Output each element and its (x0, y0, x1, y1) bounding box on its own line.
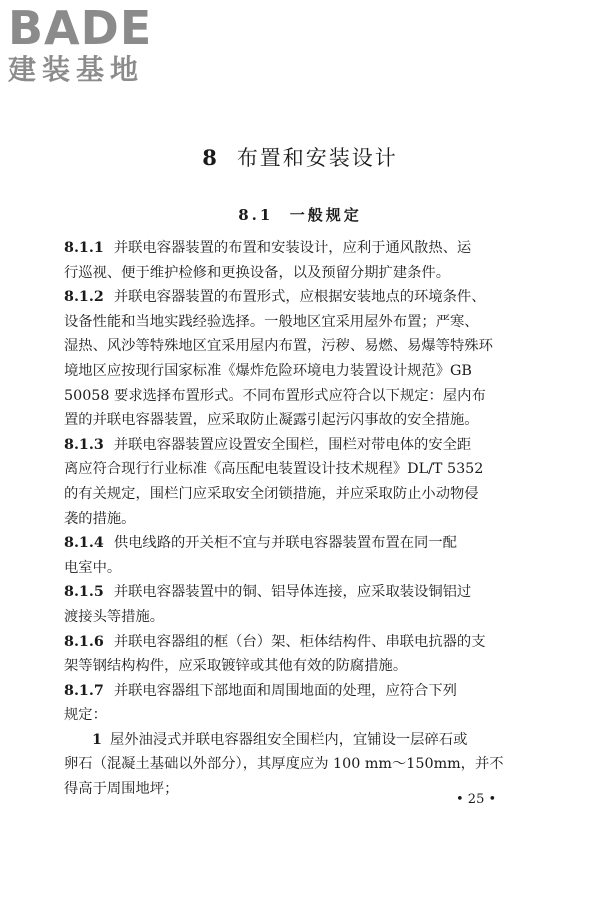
text-line (64, 433, 548, 458)
text-line (64, 605, 548, 630)
text-line (64, 654, 548, 679)
text-line (64, 310, 548, 335)
text-line (64, 703, 548, 728)
bade-logo (8, 1, 178, 86)
line-text: 的有关规定，围栏门应采取安全闭锁措施，并应采取防止小动物侵 (64, 485, 479, 502)
line-text: 设备性能和当地实践经验选择。一般地区宜采用屋外布置；严寒、 (64, 313, 479, 330)
line-text: 行巡视、便于维护检修和更换设备，以及预留分期扩建条件。 (64, 264, 451, 281)
text-line (64, 752, 548, 777)
text-line (64, 408, 548, 433)
line-text: 电室中。 (64, 559, 122, 576)
chapter-title: 布置和安装设计 (236, 146, 398, 170)
line-text: 湿热、风沙等特殊地区宜采用屋内布置，污秽、易燃、易爆等特殊环 (64, 338, 493, 355)
logo-subtitle: 建装基地 (8, 53, 145, 86)
line-text: 境地区应按现行国家标准《爆炸危险环境电力装置设计规范》GB (64, 362, 472, 379)
line-text: 架等钢结构构件，应采取镀锌或其他有效的防腐措施。 (64, 658, 408, 675)
section-heading (0, 204, 600, 225)
clause-number: 8.1.3 (64, 436, 104, 453)
text-line (64, 236, 548, 261)
line-text: 置的并联电容器装置，应采取防止凝露引起污闪事故的安全措施。 (64, 412, 479, 429)
line-text: 卵石（混凝土基础以外部分），其厚度应为 100 mm～150mm，并不 (64, 756, 504, 773)
page-number: • 25 • (456, 792, 497, 807)
line-text: 渡接头等措施。 (64, 608, 165, 625)
line-text: 并联电容器装置中的铜、铝导体连接，应采取装设铜铝过 (113, 584, 472, 601)
text-line (64, 482, 548, 507)
text-line (64, 531, 548, 556)
chapter-heading (0, 142, 600, 172)
text-line (64, 580, 548, 605)
text-line (64, 261, 548, 286)
line-text: 并联电容器组下部地面和周围地面的处理，应符合下列 (113, 682, 457, 699)
line-text: 并联电容器组的框（台）架、柜体结构件、串联电抗器的支 (113, 633, 486, 650)
chapter-number: 8 (202, 145, 219, 170)
logo-wordmark: BADE (8, 1, 153, 55)
line-text: 并联电容器装置应设置安全围栏，围栏对带电体的安全距 (113, 436, 472, 453)
text-line (64, 457, 548, 482)
line-text: 并联电容器装置的布置形式，应根据安装地点的环境条件、 (113, 289, 486, 306)
line-text: 规定： (64, 707, 107, 724)
clause-number: 8.1.7 (64, 682, 104, 699)
text-line (64, 507, 548, 532)
text-line (64, 359, 548, 384)
text-line (64, 630, 548, 655)
text-line (64, 334, 548, 359)
line-text: 供电线路的开关柜不宜与并联电容器装置布置在同一配 (113, 535, 457, 552)
section-title: 一般规定 (289, 206, 362, 224)
text-line (64, 285, 548, 310)
text-line (64, 556, 548, 581)
section-number: 8.1 (238, 206, 274, 224)
line-text: 并联电容器装置的布置和安装设计，应利于通风散热、运 (113, 240, 472, 256)
clause-number: 8.1.5 (64, 584, 104, 601)
line-text: 得高于周围地坪； (64, 781, 179, 798)
body-text (64, 236, 548, 802)
line-text: 50058 要求选择布置形式。不同布置形式应符合以下规定：屋内布 (64, 387, 486, 404)
clause-number: 8.1.1 (64, 240, 104, 256)
line-text: 袭的措施。 (64, 510, 136, 527)
clause-number: 8.1.4 (64, 535, 104, 552)
text-line (64, 679, 548, 704)
text-line (64, 728, 548, 753)
line-text: 离应符合现行行业标准《高压配电装置设计技术规程》DL/T 5352 (64, 461, 484, 478)
clause-number: 8.1.6 (64, 633, 104, 650)
clause-number: 8.1.2 (64, 289, 104, 306)
text-line (64, 384, 548, 409)
line-text: 屋外油浸式并联电容器组安全围栏内，宜铺设一层碎石或 (109, 731, 468, 748)
item-number: 1 (92, 731, 102, 748)
